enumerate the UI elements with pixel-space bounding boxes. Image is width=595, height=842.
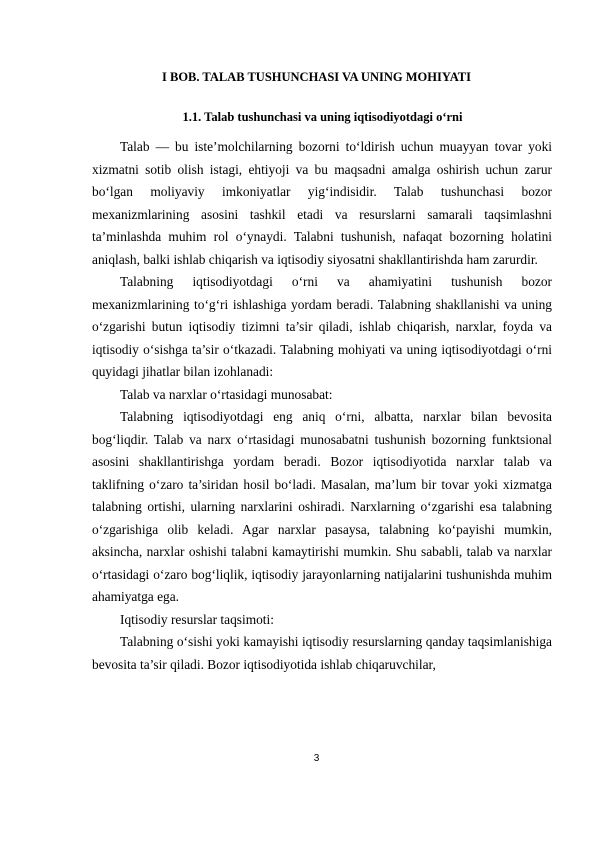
section-title: 1.1. Talab tushunchasi va uning iqtisodiyotdagi o‘rni: [182, 110, 463, 124]
paragraph: Talab — bu iste’molchilarning bozorni to‘ldirish uchun muayyan tovar yoki xizmatni sotib olish istagi, ehtiyoji va bu maqsadni amalga oshirish uchun zarur bo‘lgan moliyaviy imkoniyatlar yig‘indisidir. Talab tushunchasi bozor mexanizmlarining asosini tashkil etadi va resurslarni samarali taqsimlashni ta’minlashda muhim rol o‘ynaydi. Talabni tushunish, nafaqat bozorning holatini aniqlash, balki ishlab chiqarish va iqtisodiy siyosatni shakllantirishda ham zarurdir.: [92, 139, 552, 267]
paragraph-heading: Talab va narxlar o‘rtasidagi munosabat:: [120, 386, 333, 402]
page-number: 3: [313, 753, 320, 764]
chapter-title: I BOB. TALAB TUSHUNCHASI VA UNING MOHIYATI: [162, 70, 471, 84]
paragraph: Talabning iqtisodiyotdagi eng aniq o‘rni, albatta, narxlar bilan bevosita bog‘liqdir. Talab va narx o‘rtasidagi munosabatni tushunish bozorning funktsional asosini shakllantirishga yordam beradi. Bozor iqtisodiyotida narxlar talab va taklifning o‘zaro ta’siridan hosil bo‘ladi. Masalan, ma’lum bir tovar yoki xizmatga talabning ortishi, ularning narxlarini oshiradi. Narxlarning o‘zgarishi esa talabning o‘zgarishiga olib keladi. Agar narxlar pasaysa, talabning ko‘payishi mumkin, aksincha, narxlar oshishi talabni kamaytirishi mumkin. Shu sababli, talab va narxlar o‘rtasidagi o‘zaro bog‘liqlik, iqtisodiy jarayonlarning natijalarini tushunishda muhim ahamiyatga ega.: [92, 409, 552, 604]
paragraph: Talabning o‘sishi yoki kamayishi iqtisodiy resurslarning qanday taqsimlanishiga bevosita ta’sir qiladi. Bozor iqtisodiyotida ishlab chiqaruvchilar,: [92, 634, 552, 672]
paragraph-heading: Iqtisodiy resurslar taqsimoti:: [120, 611, 274, 627]
paragraph: Talabning iqtisodiyotdagi o‘rni va ahamiyatini tushunish bozor mexanizmlarining to‘g‘ri ishlashiga yordam beradi. Talabning shakllanishi va uning o‘zgarishi butun iqtisodiy tizimni ta’sir qiladi, ishlab chiqarish, narxlar, foyda va iqtisodiy o‘sishga ta’sir o‘tkazadi. Talabning mohiyati va uning iqtisodiyotdagi o‘rni quyidagi jihatlar bilan izohlanadi:: [92, 274, 552, 379]
body-text: [92, 136, 552, 676]
